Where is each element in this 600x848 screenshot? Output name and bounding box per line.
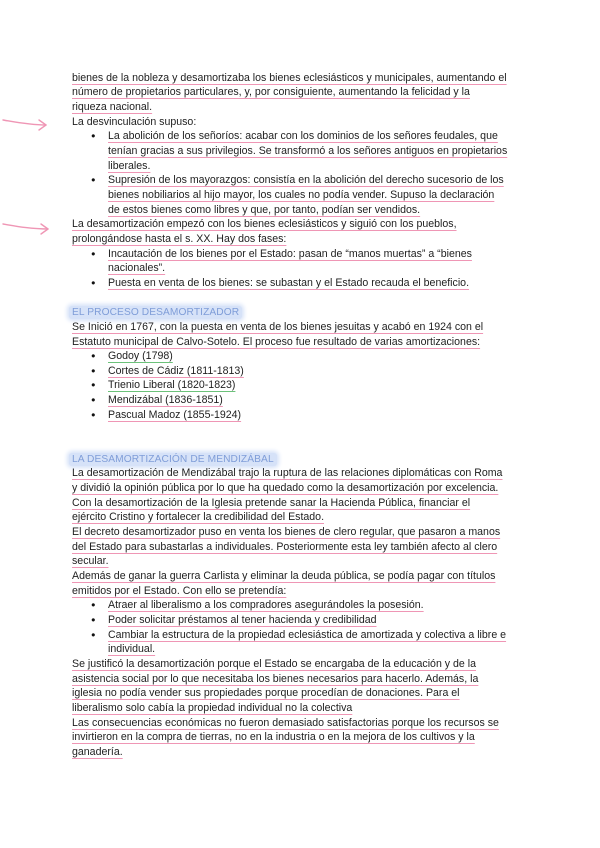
text-line: ejército Cristino y fortalecer la credibilidad del Estado.	[72, 511, 325, 524]
bullet-dot-icon	[91, 378, 96, 393]
text-line: de estos bienes como libres y que, por tanto, podían ser vendidos.	[108, 203, 421, 216]
text-line: número de propietarios particulares, y, por consiguiente, aumentando la felicidad y la	[72, 86, 470, 99]
text-line: individual.	[108, 643, 156, 656]
bullet-item	[72, 378, 542, 393]
text-line: Supresión de los mayorazgos: consistía en la abolición del derecho sucesorio de los	[108, 174, 504, 187]
bullet-dot-icon	[91, 393, 96, 408]
text-line: iglesia no podía vender sus propiedades porque procedían de donaciones. Para el	[72, 687, 460, 700]
bullet-dot-icon	[91, 276, 96, 291]
section-heading-text: LA DESAMORTIZACIÓN DE MENDIZÁBAL	[69, 453, 277, 466]
bullet-item	[72, 393, 542, 408]
mendizabal-section	[72, 452, 542, 760]
text-line: nacionales”.	[108, 262, 166, 275]
text-line: Incautación de los bienes por el Estado: pasan de “manos muertas” a “bienes	[108, 247, 472, 260]
text-line: prolongándose hasta el s. XX. Hay dos fases:	[72, 232, 287, 245]
text-line: La desvinculación supuso:	[72, 115, 197, 128]
text-line: Cortes de Cádiz (1811-1813)	[108, 364, 244, 377]
paragraph	[72, 71, 542, 115]
paragraph	[72, 320, 542, 349]
text-line: ganadería.	[72, 745, 123, 758]
paragraph	[72, 115, 542, 130]
text-line: emitidos por el Estado. Con ello se pretendía:	[72, 584, 287, 597]
bullet-item	[72, 598, 542, 613]
text-line: invirtieron en la compra de tierras, no en la industria o en la mejora de los cultivos y la	[72, 731, 475, 744]
text-line: Además de ganar la guerra Carlista y eliminar la deuda pública, se podía pagar con títulos	[72, 570, 496, 582]
bullet-item	[72, 628, 542, 657]
document-page	[72, 71, 542, 760]
text-line: Trienio Liberal (1820-1823)	[108, 379, 236, 392]
text-line: La desamortización de Mendizábal trajo la ruptura de las relaciones diplomáticas con Roma	[72, 467, 503, 480]
bullet-dot-icon	[91, 349, 96, 364]
bullet-item	[72, 247, 542, 276]
text-line: secular.	[72, 555, 109, 568]
bullet-dot-icon	[91, 628, 96, 643]
bullet-dot-icon	[91, 598, 96, 613]
bullet-dot-icon	[91, 129, 96, 144]
section-heading-text: EL PROCESO DESAMORTIZADOR	[69, 306, 242, 319]
text-line: liberalismo solo cabía la propiedad individual no la colectiva	[72, 701, 353, 714]
text-line: bienes nobiliarios al hijo mayor, los cuales no podía vender. Supuso la declaración	[108, 188, 495, 201]
bullet-dot-icon	[91, 408, 96, 423]
bullet-item	[72, 408, 542, 423]
proceso-desamortizador-section	[72, 305, 542, 422]
text-line: Se Inició en 1767, con la puesta en venta de los bienes jesuitas y acabó en 1924 con el	[72, 320, 484, 333]
text-line: Las consecuencias económicas no fueron demasiado satisfactorias porque los recursos se	[72, 716, 499, 729]
text-line: del Estado para subastarlas a individuales. Posteriormente esta ley también afecto al clero	[72, 540, 498, 553]
bullet-dot-icon	[91, 247, 96, 262]
bullet-item	[72, 349, 542, 364]
text-line: tenían gracias a sus privilegios. Se transformó a los señores antiguos en propietarios	[108, 144, 508, 157]
text-line: riqueza nacional.	[72, 101, 153, 113]
text-line: Con la desamortización de la Iglesia pretende sanar la Hacienda Pública, financiar el	[72, 496, 471, 509]
text-line: Godoy (1798)	[108, 350, 173, 363]
text-line: Pascual Madoz (1855-1924)	[108, 408, 242, 421]
text-line: Se justificó la desamortización porque el Estado se encargaba de la educación y de la	[72, 657, 476, 670]
intro-section	[72, 71, 542, 291]
bullet-item	[72, 276, 542, 291]
text-line: La abolición de los señoríos: acabar con los dominios de los señores feudales, que	[108, 130, 498, 143]
bullet-item	[72, 613, 542, 628]
text-line: Puesta en venta de los bienes: se subastan y el Estado recauda el beneficio.	[108, 276, 470, 289]
paragraph	[72, 466, 542, 598]
paragraph	[72, 217, 542, 246]
bullet-item	[72, 173, 542, 217]
bullet-item	[72, 364, 542, 379]
text-line: Atraer al liberalismo a los compradores asegurándoles la posesión.	[108, 599, 424, 612]
bullet-dot-icon	[91, 173, 96, 188]
text-line: liberales.	[108, 159, 151, 172]
bullet-dot-icon	[91, 364, 96, 379]
text-line: Cambiar la estructura de la propiedad eclesiástica de amortizada y colectiva a libre e	[108, 628, 507, 641]
text-line: Estatuto municipal de Calvo-Sotelo. El proceso fue resultado de varias amortizaciones:	[72, 335, 481, 348]
section-heading	[72, 305, 542, 320]
paragraph	[72, 657, 542, 760]
text-line: Poder solicitar préstamos al tener hacienda y credibilidad	[108, 613, 377, 626]
arrow-right-icon	[0, 216, 56, 240]
text-line: El decreto desamortizador puso en venta los bienes de clero regular, que pasaron a manos	[72, 526, 501, 539]
bullet-item	[72, 129, 542, 173]
section-heading	[72, 452, 542, 467]
text-line: asistencia social por lo que necesitaba los bienes necesarios para hacerlo. Además, la	[72, 672, 479, 685]
text-line: Mendizábal (1836-1851)	[108, 394, 223, 407]
text-line: y dividió la opinión pública por lo que ha quedado como la desamortización por excelencia.	[72, 482, 499, 495]
arrow-right-icon	[0, 112, 56, 136]
bullet-dot-icon	[91, 613, 96, 628]
text-line: bienes de la nobleza y desamortizaba los bienes eclesiásticos y municipales, aumentando el	[72, 71, 507, 84]
text-line: La desamortización empezó con los bienes eclesiásticos y siguió con los pueblos,	[72, 218, 457, 231]
